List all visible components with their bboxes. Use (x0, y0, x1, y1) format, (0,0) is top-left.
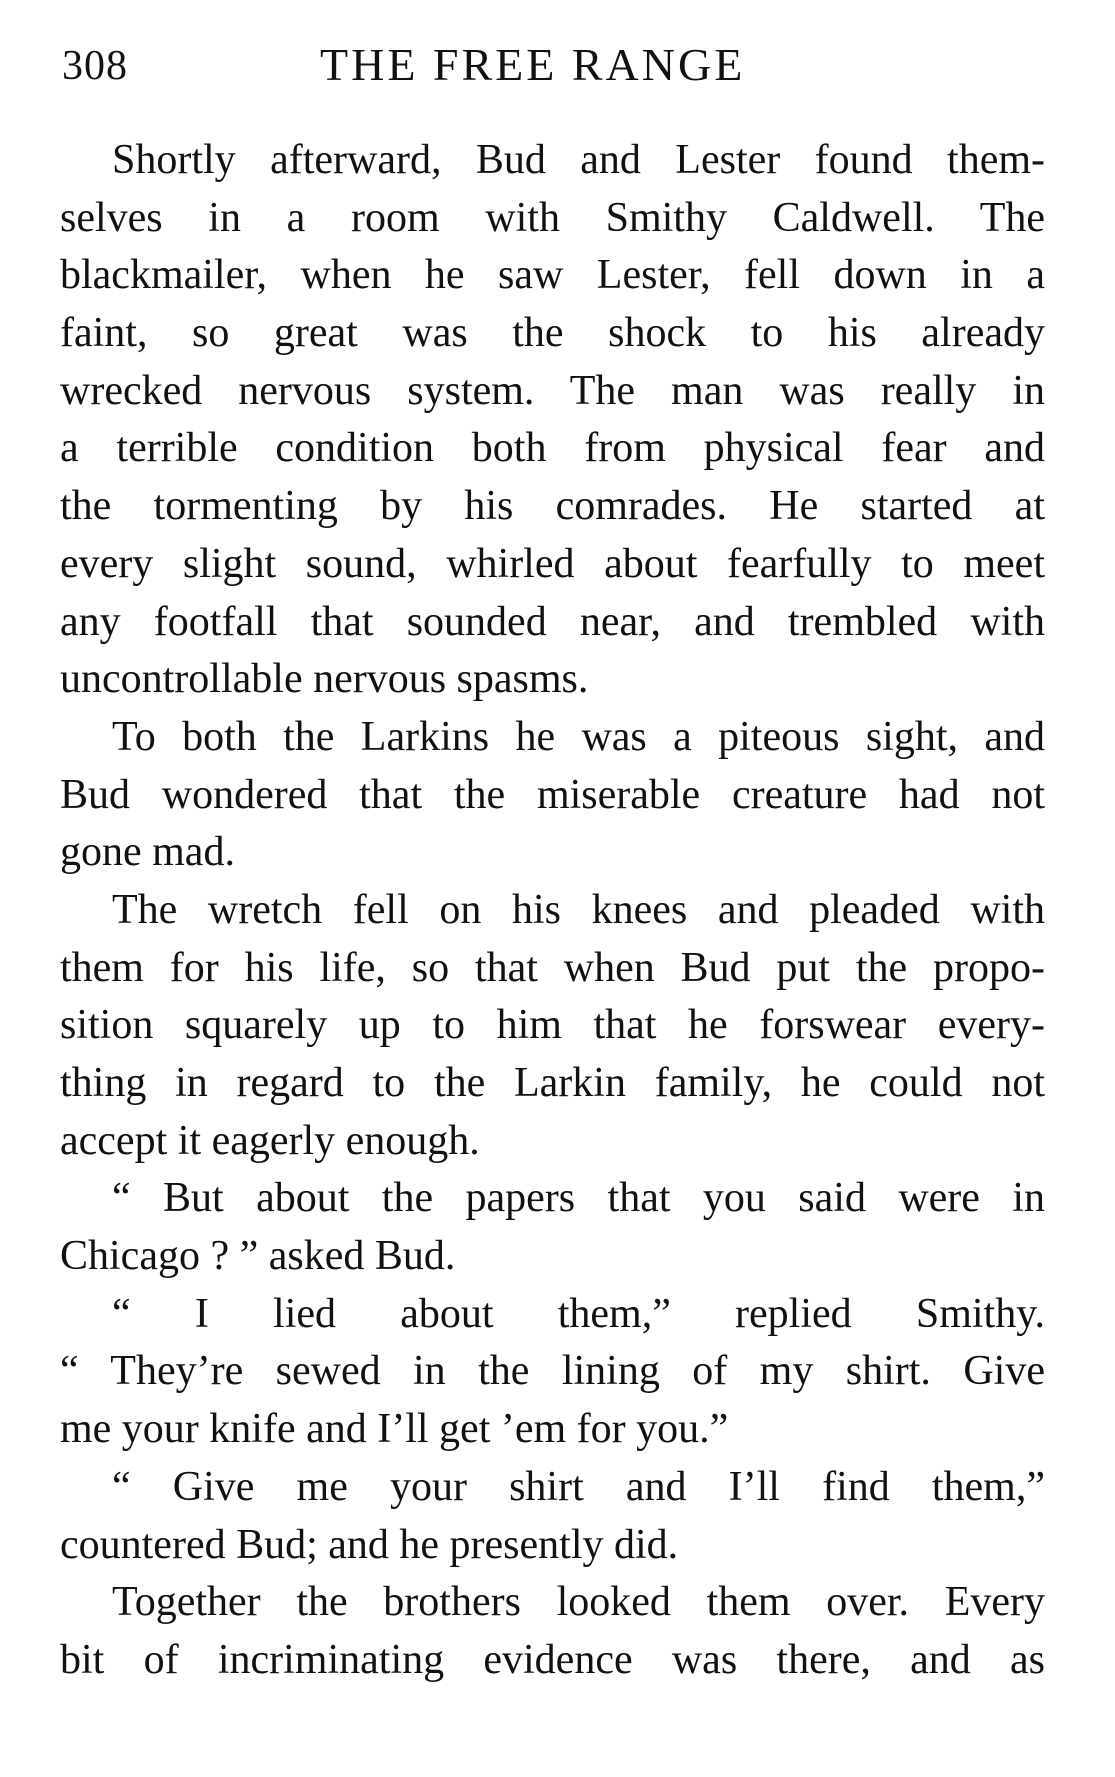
text-line: faint, so great was the shock to his already (60, 310, 1045, 357)
text-line: Together the brothers looked them over. Every (112, 1579, 1045, 1626)
text-line: sition squarely up to him that he forswear every- (60, 1002, 1045, 1049)
page-header (62, 28, 1052, 108)
text-line: a terrible condition both from physical fear and (60, 425, 1045, 472)
text-line: Bud wondered that the miserable creature had not (60, 771, 1045, 818)
text-line: Chicago ? ” asked Bud. (60, 1233, 456, 1280)
text-line: “ They’re sewed in the lining of my shirt. Give (60, 1348, 1045, 1395)
text-line: selves in a room with Smithy Caldwell. The (60, 194, 1045, 241)
text-line: wrecked nervous system. The man was really in (60, 367, 1045, 414)
text-line: every slight sound, whirled about fearfully to meet (60, 540, 1045, 587)
text-line: Shortly afterward, Bud and Lester found them- (112, 137, 1045, 183)
body-text (60, 132, 1045, 1690)
text-line: The wretch fell on his knees and pleaded with (112, 886, 1045, 933)
text-line: To both the Larkins he was a piteous sight, and (112, 713, 1045, 760)
text-line: them for his life, so that when Bud put the propo- (60, 944, 1045, 991)
text-line: thing in regard to the Larkin family, he could not (60, 1060, 1045, 1106)
text-line: “ But about the papers that you said were in (112, 1175, 1045, 1222)
text-line: “ Give me your shirt and I’ll find them,” (112, 1463, 1045, 1510)
text-line: “ I lied about them,” replied Smithy. (112, 1290, 1045, 1337)
text-line: uncontrollable nervous spasms. (60, 656, 589, 703)
text-line: blackmailer, when he saw Lester, fell down in a (60, 252, 1045, 299)
text-line: countered Bud; and he presently did. (60, 1521, 679, 1568)
text-line: bit of incriminating evidence was there, and as (60, 1636, 1045, 1683)
page-number: 308 (62, 43, 128, 89)
text-line: gone mad. (60, 829, 235, 876)
text-line: the tormenting by his comrades. He started at (60, 483, 1045, 530)
running-head: THE FREE RANGE (320, 39, 746, 90)
text-line: accept it eagerly enough. (60, 1117, 480, 1164)
text-line: me your knife and I’ll get ’em for you.” (60, 1406, 729, 1453)
text-line: any footfall that sounded near, and trembled with (60, 598, 1045, 645)
